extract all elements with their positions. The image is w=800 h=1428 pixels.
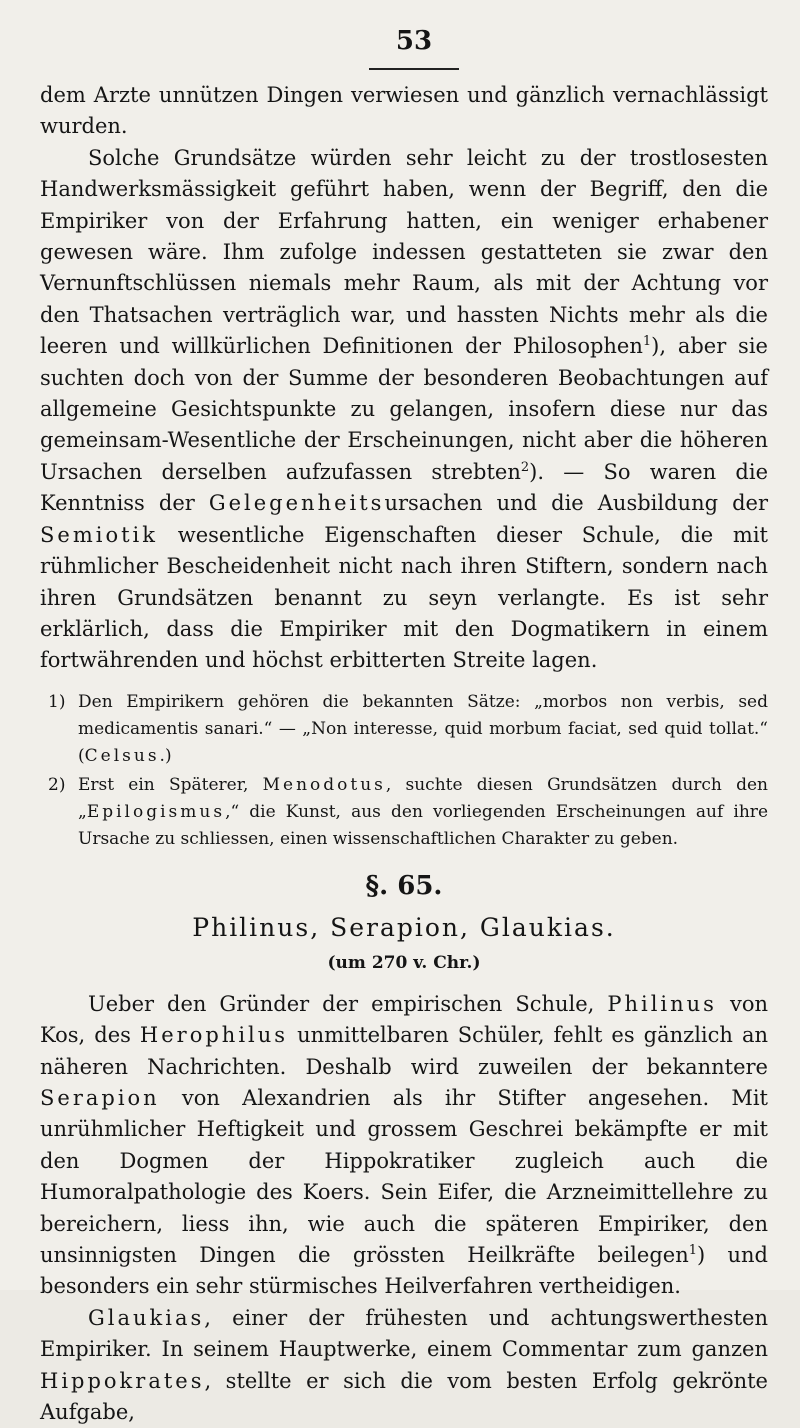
footnote-2-text-a: Erst ein Späterer, bbox=[78, 774, 263, 795]
para3-text-e: ) und besonders ein sehr stürmisches Heilverfahren vertheidigen. bbox=[40, 1242, 768, 1299]
para3-text-c: unmittelbaren Schüler, fehlt es gänzlich an näheren Nachrichten. Deshalb wird zuweilen der bekanntere bbox=[40, 1023, 768, 1079]
spaced-term: Celsus bbox=[84, 745, 160, 766]
para2-text-e: wesentliche Eigenschaften dieser Schule, die mit rühmlicher Bescheidenheit nicht nach ihren Stiftern, sondern nach ihren Grundsätzen benannt zu seyn verlangte. Es ist sehr erklärlich, dass die Empiriker mit den Dogmatikern in einem fortwährenden und höchst erbitterten Streite lagen. bbox=[40, 522, 768, 673]
paragraph-3 bbox=[40, 989, 768, 1303]
footnote-text bbox=[78, 772, 768, 853]
spaced-term: Serapion bbox=[40, 1085, 160, 1110]
paragraph-1: dem Arzte unnützen Dingen verwiesen und gänzlich vernachlässigt wurden. bbox=[40, 83, 768, 139]
para2-text-c: ). — So waren die Kenntniss der bbox=[40, 459, 768, 516]
footnote-2 bbox=[48, 772, 768, 853]
footnote-1-text-a: Den Empirikern gehören die bekannten Sätze: „morbos non verbis, sed medicamentis sanari.“ — „Non interesse, quid morbum faciat, sed quid tollat.“ ( bbox=[78, 691, 768, 766]
para2-text-d: ursachen und die Ausbildung der bbox=[384, 491, 768, 516]
para3-text-a: Ueber den Gründer der empirischen Schule, bbox=[88, 991, 608, 1016]
spaced-term: Menodotus bbox=[262, 774, 386, 795]
para2-text-a: Solche Grundsätze würden sehr leicht zu der trostlosesten Handwerksmässigkeit geführt haben, wenn der Begriff, den die Empiriker von der Erfahrung hatten, ein weniger erhabener gewesen wäre. Ihm zufolge indessen gestatteten sie zwar den Vernunftschlüssen niemals mehr Raum, als mit der Achtung vor den Thatsachen verträglich war, und hassten Nichts mehr als die leeren und willkürlichen Definitionen der Philosophen bbox=[40, 145, 768, 359]
main-text bbox=[40, 80, 768, 677]
footnote-1 bbox=[48, 689, 768, 770]
section-title: Philinus, Serapion, Glaukias. bbox=[192, 912, 616, 942]
page-number-rule bbox=[369, 68, 459, 70]
section-number: §. 65. bbox=[365, 870, 443, 901]
para3-text-b: von Kos, des bbox=[40, 991, 768, 1048]
paragraph-4 bbox=[40, 1303, 768, 1428]
para4-text-b: , stellte er sich die vom besten Erfolg gekrönte Aufgabe, bbox=[40, 1368, 768, 1424]
footnote-ref-2: 2 bbox=[520, 459, 530, 475]
spaced-term: Herophilus bbox=[139, 1023, 289, 1048]
footnotes bbox=[40, 689, 768, 853]
page-number: 53 bbox=[395, 26, 433, 56]
footnote-ref-1: 1 bbox=[642, 334, 652, 350]
footnote-mark: 2) bbox=[48, 774, 66, 795]
footnote-2-text-b: , suchte diesen Grundsätzen durch den „ bbox=[78, 774, 768, 822]
paragraph-2 bbox=[40, 143, 768, 677]
para2-text-b: ), aber sie suchten doch von der Summe der besonderen Beobachtungen auf allgemeine Gesichtspunkte zu gelangen, insofern diese nur das gemeinsam-Wesentliche der Erscheinungen, nicht aber die höheren Ursachen derselben aufzufassen strebten bbox=[40, 334, 768, 484]
section-text bbox=[40, 989, 768, 1428]
spaced-term: Gelegenheits bbox=[208, 491, 385, 516]
spaced-term: Philinus bbox=[607, 991, 717, 1016]
para4-text-a: , einer der frühesten und achtungswerthesten Empiriker. In seinem Hauptwerke, einem Commentar zum ganzen bbox=[40, 1305, 768, 1362]
footnote-ref-1: 1 bbox=[688, 1242, 698, 1258]
footnote-text bbox=[78, 689, 768, 770]
footnote-1-text-b: .) bbox=[159, 745, 172, 766]
section-date: (um 270 v. Chr.) bbox=[327, 952, 481, 973]
spaced-term: Epilogismus bbox=[86, 801, 226, 822]
para3-text-d: von Alexandrien als ihr Stifter angesehen. Mit unrühmlicher Heftigkeit und grossem Geschrei bekämpfte er mit den Dogmen der Hippokratiker zugleich auch die Humoralpathologie des Koers. Sein Eifer, die Arzneimittellehre zu bereichern, liess ihn, wie auch die späteren Empiriker, den unsinnigsten Dingen die grössten Heilkräfte beilegen bbox=[40, 1085, 768, 1267]
footnote-mark: 1) bbox=[48, 691, 66, 712]
spaced-term: Hippokrates bbox=[40, 1368, 205, 1393]
footnote-2-text-c: ,“ die Kunst, aus den vorliegenden Erscheinungen auf ihre Ursache zu schliessen, einen wissenschaftlichen Charakter zu geben. bbox=[78, 801, 768, 849]
spaced-term: Semiotik bbox=[40, 522, 158, 547]
spaced-term: Glaukias bbox=[88, 1305, 205, 1330]
